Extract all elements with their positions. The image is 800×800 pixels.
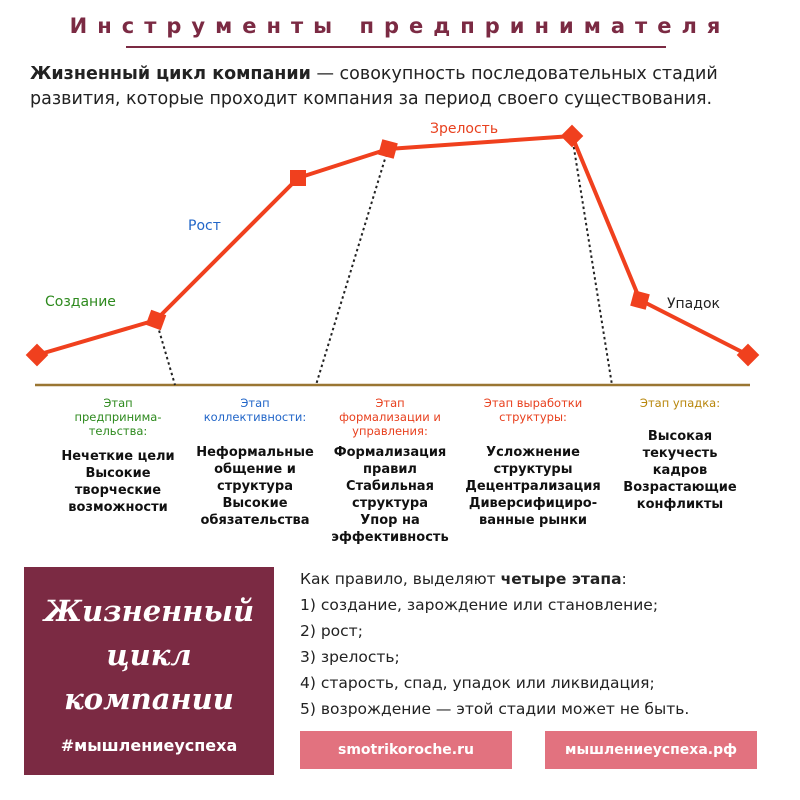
link-button-smotrikoroche[interactable]: smotrikoroche.ru (300, 731, 512, 769)
curve-markers (26, 125, 760, 367)
stage-traits: Нечеткие цели Высокие творческие возможности (61, 449, 175, 515)
stage-title: Этап коллективности: (203, 396, 307, 424)
stage-collectivity (180, 396, 330, 529)
curve-marker (378, 139, 398, 159)
stage-title: Этап формализации и управления: (339, 396, 441, 438)
list-item: 2) рост; (300, 622, 363, 640)
card-title: Жизненный цикл компании (43, 594, 255, 716)
stage-structure-elaboration (458, 396, 608, 529)
curve-marker (737, 344, 760, 367)
intro-definition: — совокупность последовательных стадий развития, которые проходит компания за период своего существования. (30, 64, 718, 109)
stage-traits: Усложнение структуры Децентрализация Диверсифициро- ванные рынки (465, 445, 601, 528)
phase-label-decline: Упадок (667, 296, 720, 312)
intro-term: Жизненный цикл компании (30, 64, 311, 84)
curve-marker (630, 290, 650, 310)
life-cycle-curve (37, 136, 748, 355)
stage-traits: Неформальные общение и структура Высокие обязательства (196, 445, 314, 528)
list-item: 1) создание, зарождение или становление; (300, 596, 659, 614)
stages-list (300, 566, 790, 722)
list-item: 4) старость, спад, упадок или ликвидация; (300, 674, 655, 692)
curve-marker (26, 344, 49, 367)
link-button-myshlenieuspekha[interactable]: мышлениеуспеха.рф (545, 731, 757, 769)
curve-marker (561, 125, 584, 148)
list-item: 5) возрождение — этой стадии может не быть. (300, 700, 690, 718)
phase-label-growth: Рост (188, 218, 221, 234)
stage-traits: Формализация правил Стабильная структура Упор на эффективность (331, 445, 449, 545)
stage-divider (572, 136, 612, 385)
stage-title: Этап выработки структуры: (483, 396, 583, 424)
phase-label-maturity: Зрелость (430, 121, 499, 137)
phase-label-creation: Создание (45, 294, 116, 310)
list-intro: Как правило, выделяют четыре этапа: (300, 570, 627, 588)
curve-marker (290, 170, 306, 186)
stage-title: Этап предпринима- тельства: (74, 396, 162, 438)
card-hashtag: #мышлениеуспеха (60, 736, 238, 755)
stage-divider (316, 149, 388, 385)
stage-entrepreneurship (38, 396, 198, 516)
list-item: 3) зрелость; (300, 648, 400, 666)
stage-decline (605, 396, 755, 513)
title-card (24, 567, 274, 775)
stage-title: Этап упадка: (639, 396, 721, 410)
stage-traits: Высокая текучесть кадров Возрастающие конфликты (623, 429, 737, 512)
header-title: Инструменты предпринимателя (69, 14, 731, 38)
stage-formalization (320, 396, 460, 546)
stage-divider (156, 320, 175, 385)
